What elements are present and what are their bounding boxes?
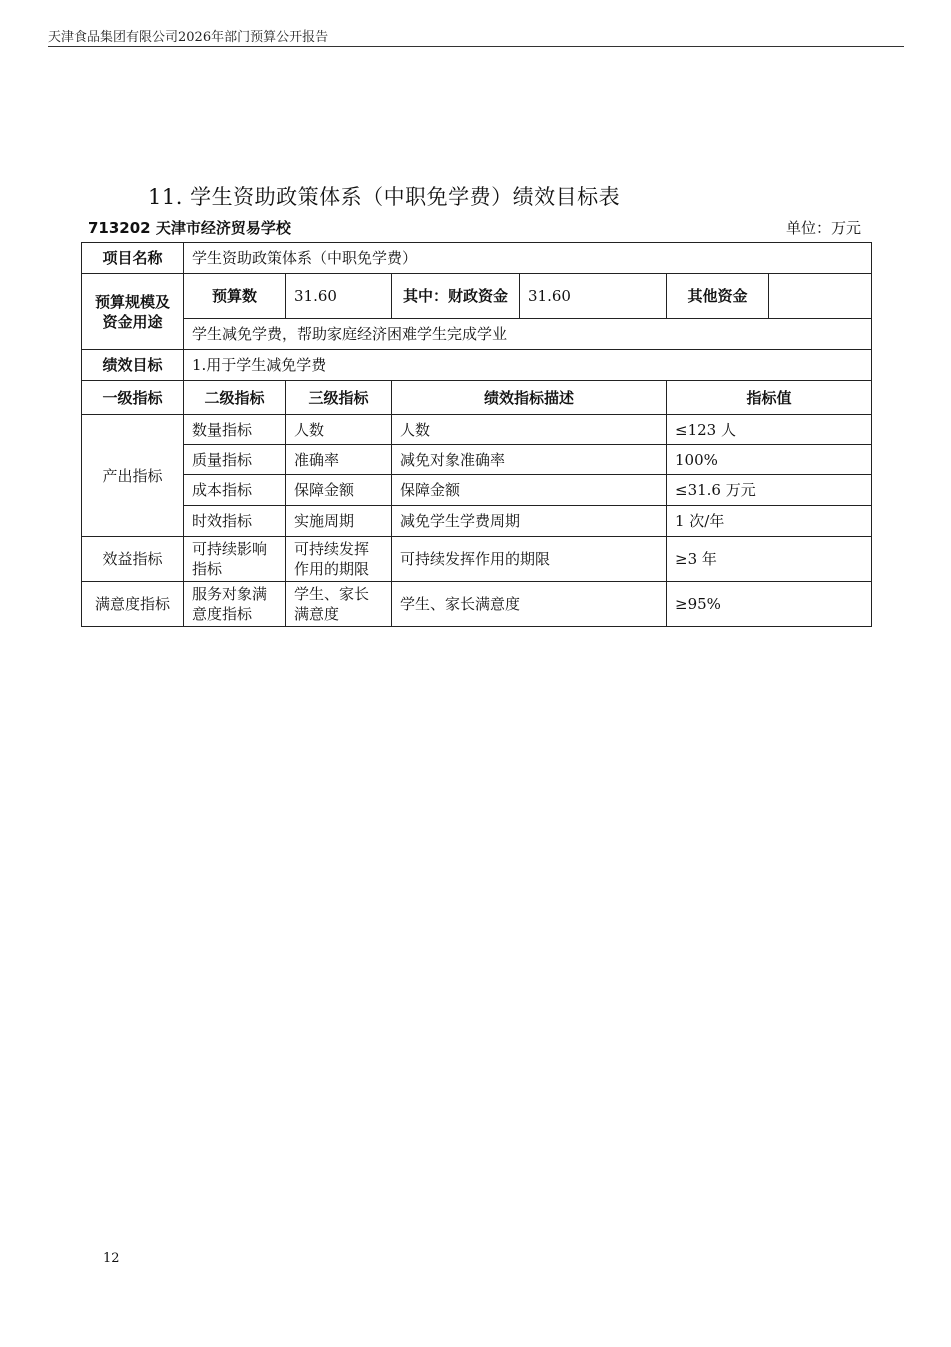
description-cell: 减免对象准确率	[392, 445, 667, 475]
project-name-row	[82, 243, 872, 274]
other-funds-value	[769, 274, 872, 319]
value-cell: ≤123 人	[667, 415, 872, 445]
level2-cell: 服务对象满意度指标	[184, 582, 286, 627]
benefit-indicator-label: 效益指标	[82, 537, 184, 582]
table-row	[82, 506, 872, 537]
description-cell: 人数	[392, 415, 667, 445]
project-name-label: 项目名称	[82, 243, 184, 274]
header-level1: 一级指标	[82, 381, 184, 415]
goal-row	[82, 350, 872, 381]
usage-row	[82, 319, 872, 350]
header-level2: 二级指标	[184, 381, 286, 415]
value-cell: ≥3 年	[667, 537, 872, 582]
level2-cell: 可持续影响指标	[184, 537, 286, 582]
budget-label: 预算规模及资金用途	[82, 274, 184, 350]
performance-table	[81, 242, 872, 627]
level3-cell: 实施周期	[286, 506, 392, 537]
unit-name: 713202 天津市经济贸易学校	[88, 219, 291, 237]
level2-cell: 时效指标	[184, 506, 286, 537]
table-row	[82, 582, 872, 627]
budget-amount-value: 31.60	[286, 274, 392, 319]
fiscal-funds-label: 其中：财政资金	[392, 274, 520, 319]
indicator-header-row	[82, 381, 872, 415]
value-cell: 100%	[667, 445, 872, 475]
level2-cell: 成本指标	[184, 475, 286, 506]
page-title: 11. 学生资助政策体系（中职免学费）绩效目标表	[148, 185, 621, 209]
fiscal-funds-value: 31.60	[520, 274, 667, 319]
usage-value: 学生减免学费，帮助家庭经济困难学生完成学业	[184, 319, 872, 350]
table-row	[82, 537, 872, 582]
description-cell: 减免学生学费周期	[392, 506, 667, 537]
project-name-value: 学生资助政策体系（中职免学费）	[184, 243, 872, 274]
other-funds-label: 其他资金	[667, 274, 769, 319]
value-cell: ≤31.6 万元	[667, 475, 872, 506]
unit-label: 单位：万元	[785, 219, 861, 237]
level3-cell: 人数	[286, 415, 392, 445]
output-indicator-label: 产出指标	[82, 415, 184, 537]
level3-cell: 保障金额	[286, 475, 392, 506]
goal-label: 绩效目标	[82, 350, 184, 381]
budget-row	[82, 274, 872, 319]
value-cell: 1 次/年	[667, 506, 872, 537]
level3-cell: 学生、家长满意度	[286, 582, 392, 627]
header-rule	[48, 46, 904, 47]
level3-cell: 准确率	[286, 445, 392, 475]
running-header: 天津食品集团有限公司2026年部门预算公开报告	[48, 30, 329, 45]
level2-cell: 数量指标	[184, 415, 286, 445]
table-row	[82, 475, 872, 506]
header-level3: 三级指标	[286, 381, 392, 415]
budget-amount-label: 预算数	[184, 274, 286, 319]
level3-cell: 可持续发挥作用的期限	[286, 537, 392, 582]
level2-cell: 质量指标	[184, 445, 286, 475]
description-cell: 学生、家长满意度	[392, 582, 667, 627]
table-row	[82, 415, 872, 445]
page-number: 12	[103, 1251, 120, 1266]
goal-value: 1.用于学生减免学费	[184, 350, 872, 381]
header-value: 指标值	[667, 381, 872, 415]
description-cell: 保障金额	[392, 475, 667, 506]
description-cell: 可持续发挥作用的期限	[392, 537, 667, 582]
satisfaction-indicator-label: 满意度指标	[82, 582, 184, 627]
value-cell: ≥95%	[667, 582, 872, 627]
header-description: 绩效指标描述	[392, 381, 667, 415]
table-row	[82, 445, 872, 475]
